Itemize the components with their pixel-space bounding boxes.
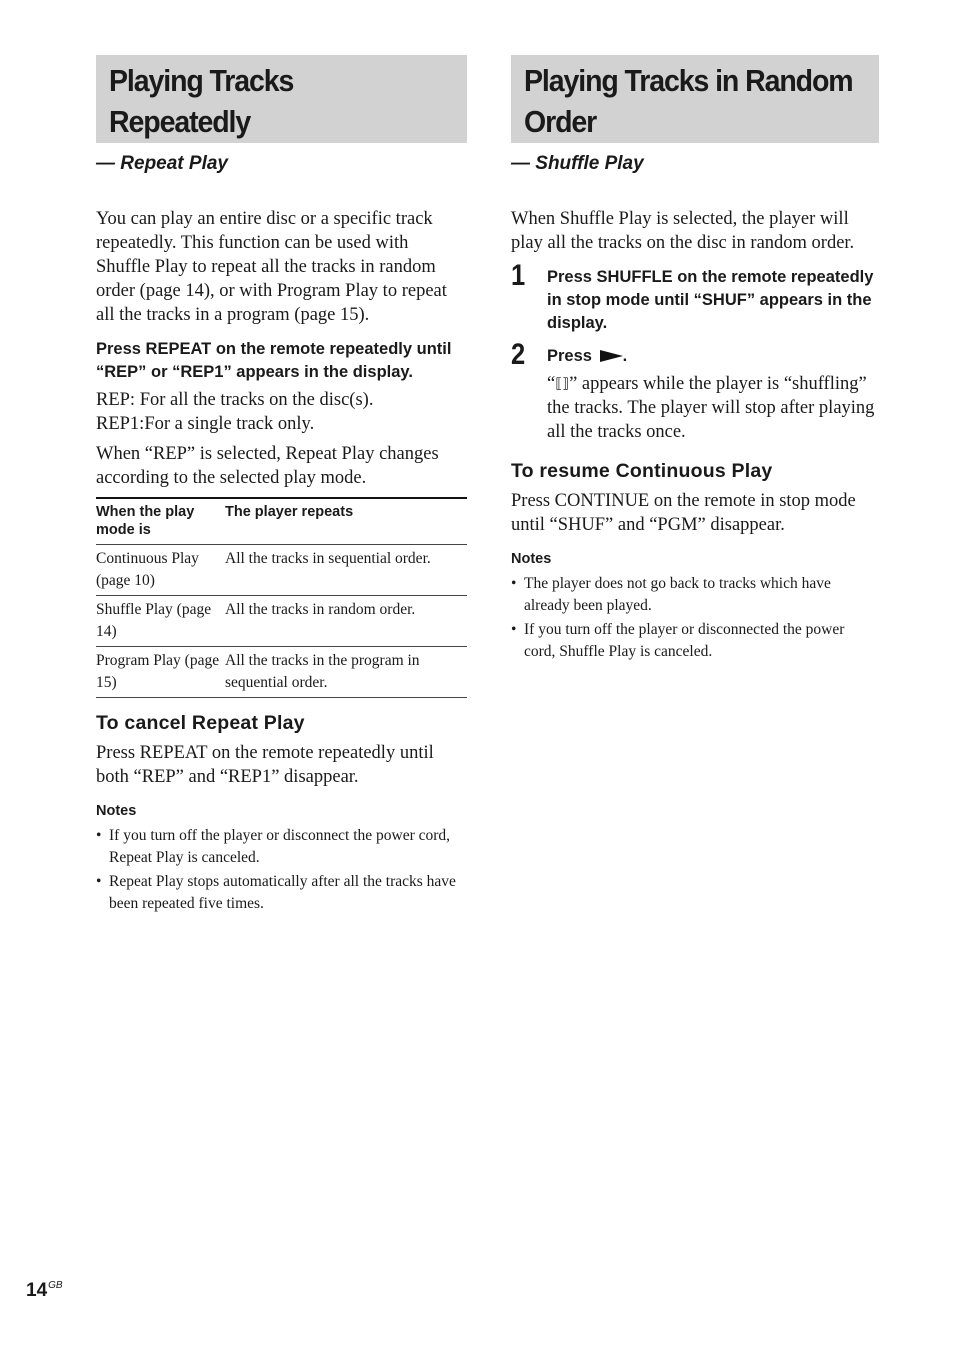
notes-label: Notes <box>511 551 552 567</box>
section-title-box <box>511 55 879 143</box>
step-number: 2 <box>511 338 526 371</box>
note-item <box>96 825 467 868</box>
step-text <box>547 345 879 368</box>
cancel-heading: To cancel Repeat Play <box>96 712 305 734</box>
table-header-cell: The player repeats <box>225 498 467 545</box>
step-2 <box>511 338 879 444</box>
rep1-line: REP1:For a single track only. <box>96 414 315 434</box>
repeat-mode-table <box>96 497 467 698</box>
resume-heading: To resume Continuous Play <box>511 460 773 482</box>
section-title-box <box>96 55 467 143</box>
step-detail-open: “ <box>547 374 556 394</box>
table-cell: All the tracks in random order. <box>225 596 467 647</box>
page-suffix: GB <box>48 1280 63 1291</box>
section-title-line: Repeatedly <box>109 104 251 139</box>
bullet-icon: • <box>96 827 102 844</box>
resume-paragraph: Press CONTINUE on the remote in stop mode until “SHUF” and “PGM” disappear. <box>511 491 856 535</box>
intro-paragraph: When Shuffle Play is selected, the player will play all the tracks on the disc in random order. <box>511 209 855 253</box>
step-number: 1 <box>511 259 526 292</box>
play-triangle-icon <box>600 350 623 362</box>
note-text: The player does not go back to tracks which have already been played. <box>524 575 831 614</box>
intro-paragraph: You can play an entire disc or a specific track repeatedly. This function can be used with Shuffle Play to repeat all the tracks in random order (page 14), or with Program Play to repeat all the tracks in a program (page 15). <box>96 209 447 325</box>
instruction: Press REPEAT on the remote repeatedly until “REP” or “REP1” appears in the display. <box>96 340 452 381</box>
table-row <box>96 596 467 647</box>
section-title-line: Order <box>524 104 597 139</box>
table-cell: Shuffle Play (page 14) <box>96 596 225 647</box>
page-number <box>26 1280 63 1302</box>
notes-list <box>96 825 467 914</box>
table-cell: Continuous Play (page 10) <box>96 545 225 596</box>
step-text-end: . <box>622 347 628 365</box>
step-detail-text: ” appears while the player is “shuffling” the tracks. The player will stop after playing all the tracks once. <box>547 374 875 442</box>
note-text: Repeat Play stops automatically after all the tracks have been repeated five times. <box>109 873 456 912</box>
bullet-icon: • <box>511 621 517 638</box>
section-subtitle: — Repeat Play <box>96 153 228 174</box>
notes-label: Notes <box>96 803 137 819</box>
note-item <box>96 871 467 914</box>
cancel-paragraph: Press REPEAT on the remote repeatedly until both “REP” and “REP1” disappear. <box>96 743 434 787</box>
step-text: Press SHUFFLE on the remote repeatedly in stop mode until “SHUF” appears in the display. <box>547 268 874 332</box>
table-cell: All the tracks in the program in sequential order. <box>225 647 467 698</box>
section-subtitle: — Shuffle Play <box>511 153 644 174</box>
left-column <box>96 55 467 917</box>
section-title-line: Playing Tracks <box>109 63 294 98</box>
table-row <box>96 545 467 596</box>
notes-list <box>511 573 879 662</box>
table-cell: Program Play (page 15) <box>96 647 225 698</box>
table-row <box>96 647 467 698</box>
note-text: If you turn off the player or disconnect the power cord, Repeat Play is canceled. <box>109 827 451 866</box>
bullet-icon: • <box>511 575 517 592</box>
step-detail <box>547 372 879 444</box>
right-column <box>511 55 879 665</box>
note-item <box>511 573 879 616</box>
rep-line: REP: For all the tracks on the disc(s). <box>96 390 374 410</box>
when-rep-paragraph: When “REP” is selected, Repeat Play changes according to the selected play mode. <box>96 444 439 488</box>
table-header-row <box>96 498 467 545</box>
step-text-press: Press <box>547 347 592 365</box>
bullet-icon: • <box>96 873 102 890</box>
shuffle-indicator-icon: ⟦⟧ <box>555 376 570 392</box>
note-text: If you turn off the player or disconnected the power cord, Shuffle Play is canceled. <box>524 621 845 660</box>
step-1 <box>511 259 879 335</box>
table-header-cell: When the play mode is <box>96 498 225 545</box>
page-number-value: 14 <box>26 1280 48 1301</box>
section-title-line: Playing Tracks in Random <box>524 63 853 98</box>
note-item <box>511 619 879 662</box>
table-cell: All the tracks in sequential order. <box>225 545 467 596</box>
